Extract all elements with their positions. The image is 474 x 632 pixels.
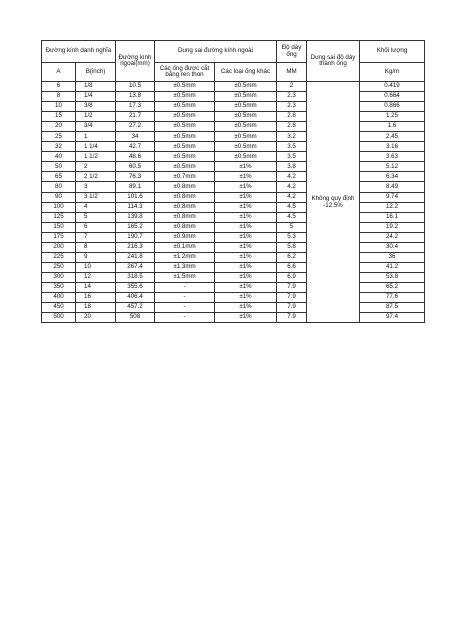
cell-b-inch: 12	[76, 272, 116, 282]
cell-outer-diameter: 190.7	[116, 232, 155, 242]
table-row	[42, 252, 425, 262]
cell-tol-threaded: ±1.2mm	[155, 252, 215, 262]
cell-tol-other: ±0.5mm	[215, 112, 277, 122]
cell-weight: 1.6	[360, 122, 425, 132]
cell-a: 6	[42, 82, 76, 92]
cell-b-inch: 7	[76, 232, 116, 242]
cell-tol-threaded: -	[155, 282, 215, 292]
cell-outer-diameter: 10.5	[116, 82, 155, 92]
header-wall-thickness: Độ dày ống	[277, 41, 307, 63]
cell-tol-other: ±1%	[215, 172, 277, 182]
cell-wall-thickness: 2.8	[277, 112, 307, 122]
cell-wall-thickness: 2.3	[277, 102, 307, 112]
cell-outer-diameter: 89.1	[116, 182, 155, 192]
cell-outer-diameter: 76.3	[116, 172, 155, 182]
cell-a: 50	[42, 162, 76, 172]
cell-tol-threaded: ±0.7mm	[155, 172, 215, 182]
cell-a: 20	[42, 122, 76, 132]
cell-weight: 0.866	[360, 102, 425, 112]
table-row	[42, 262, 425, 272]
cell-wall-thickness: 7.9	[277, 282, 307, 292]
cell-tol-other: ±1%	[215, 242, 277, 252]
cell-wall-thickness: 6.9	[277, 272, 307, 282]
cell-tol-other: ±1%	[215, 202, 277, 212]
cell-weight: 77.6	[360, 292, 425, 302]
cell-weight: 12.2	[360, 202, 425, 212]
cell-tol-threaded: ±0.8mm	[155, 202, 215, 212]
table-row	[42, 232, 425, 242]
cell-weight: 16.1	[360, 212, 425, 222]
table-row	[42, 202, 425, 212]
table-row	[42, 272, 425, 282]
cell-b-inch: 20	[76, 313, 116, 323]
cell-tol-threaded: ±0.5mm	[155, 122, 215, 132]
cell-b-inch: 1 1/2	[76, 152, 116, 162]
header-weight-unit: Kg/m	[360, 63, 425, 82]
cell-a: 300	[42, 272, 76, 282]
cell-tol-other: ±1%	[215, 182, 277, 192]
table-row	[42, 92, 425, 102]
cell-wall-thickness: 4.2	[277, 182, 307, 192]
cell-tol-threaded: ±1.3mm	[155, 262, 215, 272]
cell-b-inch: 8	[76, 242, 116, 252]
cell-tol-threaded: ±0.5mm	[155, 102, 215, 112]
cell-tol-threaded: ±0.5mm	[155, 152, 215, 162]
cell-tol-threaded: ±0.5mm	[155, 142, 215, 152]
cell-tol-other: ±1%	[215, 292, 277, 302]
cell-wall-thickness: 3.8	[277, 162, 307, 172]
cell-outer-diameter: 139.8	[116, 212, 155, 222]
cell-weight: 3.63	[360, 152, 425, 162]
table-row	[42, 192, 425, 202]
cell-wall-thickness: 4.5	[277, 212, 307, 222]
cell-tol-other: ±1%	[215, 262, 277, 272]
cell-b-inch: 4	[76, 202, 116, 212]
cell-weight: 0.664	[360, 92, 425, 102]
cell-b-inch: 6	[76, 222, 116, 232]
cell-weight: 65.2	[360, 282, 425, 292]
cell-weight: 2.45	[360, 132, 425, 142]
cell-a: 175	[42, 232, 76, 242]
cell-tol-threaded: ±0.5mm	[155, 82, 215, 92]
cell-tol-other: ±1%	[215, 272, 277, 282]
table-row	[42, 102, 425, 112]
cell-b-inch: 2	[76, 162, 116, 172]
cell-weight: 19.2	[360, 222, 425, 232]
cell-b-inch: 1/8	[76, 82, 116, 92]
table-row	[42, 313, 425, 323]
cell-a: 225	[42, 252, 76, 262]
cell-a: 90	[42, 192, 76, 202]
cell-weight: 8.49	[360, 182, 425, 192]
cell-outer-diameter: 48.6	[116, 152, 155, 162]
cell-b-inch: 14	[76, 282, 116, 292]
cell-a: 15	[42, 112, 76, 122]
cell-wall-thickness: 7.9	[277, 313, 307, 323]
cell-b-inch: 1/4	[76, 92, 116, 102]
cell-outer-diameter: 241.8	[116, 252, 155, 262]
cell-tol-other: ±0.5mm	[215, 122, 277, 132]
cell-outer-diameter: 42.7	[116, 142, 155, 152]
cell-outer-diameter: 318.5	[116, 272, 155, 282]
cell-wall-thickness: 4.5	[277, 202, 307, 212]
cell-tol-other: ±0.5mm	[215, 152, 277, 162]
cell-weight: 3.16	[360, 142, 425, 152]
cell-b-inch: 3	[76, 182, 116, 192]
cell-b-inch: 1	[76, 132, 116, 142]
table-row	[42, 112, 425, 122]
cell-weight: 36	[360, 252, 425, 262]
cell-outer-diameter: 114.3	[116, 202, 155, 212]
cell-wall-thickness: 2.3	[277, 92, 307, 102]
cell-tol-threaded: ±0.5mm	[155, 92, 215, 102]
cell-outer-diameter: 60.5	[116, 162, 155, 172]
cell-wall-thickness: 3.5	[277, 152, 307, 162]
table-row	[42, 282, 425, 292]
cell-wall-thickness: 2	[277, 82, 307, 92]
cell-tol-other: ±1%	[215, 313, 277, 323]
table-row	[42, 212, 425, 222]
cell-tol-threaded: -	[155, 303, 215, 313]
cell-outer-diameter: 406.4	[116, 292, 155, 302]
cell-b-inch: 1/2	[76, 112, 116, 122]
cell-tol-threaded: ±0.8mm	[155, 222, 215, 232]
cell-a: 100	[42, 202, 76, 212]
cell-outer-diameter: 267.4	[116, 262, 155, 272]
cell-wall-thickness: 5.8	[277, 242, 307, 252]
cell-tol-other: ±1%	[215, 162, 277, 172]
header-weight: Khối lượng	[360, 41, 425, 63]
cell-outer-diameter: 216.3	[116, 242, 155, 252]
table-row	[42, 172, 425, 182]
cell-tol-threaded: -	[155, 313, 215, 323]
cell-tol-other: ±1%	[215, 303, 277, 313]
cell-b-inch: 2 1/2	[76, 172, 116, 182]
cell-tol-threaded: ±1.5mm	[155, 272, 215, 282]
cell-a: 40	[42, 152, 76, 162]
cell-b-inch: 1 1/4	[76, 142, 116, 152]
header-outer-diameter: Đường kính ngoài(mm)	[116, 41, 155, 82]
cell-wall-thickness: 4.2	[277, 192, 307, 202]
cell-outer-diameter: 21.7	[116, 112, 155, 122]
cell-outer-diameter: 101.6	[116, 192, 155, 202]
cell-outer-diameter: 27.2	[116, 122, 155, 132]
cell-a: 200	[42, 242, 76, 252]
cell-wall-thickness: 6.6	[277, 262, 307, 272]
table-row	[42, 292, 425, 302]
table-row	[42, 242, 425, 252]
cell-wall-thickness: 3.2	[277, 132, 307, 142]
cell-tol-threaded: ±0.1mm	[155, 242, 215, 252]
cell-tol-other: ±0.5mm	[215, 142, 277, 152]
cell-tol-threaded: ±0.8mm	[155, 212, 215, 222]
table-row	[42, 222, 425, 232]
cell-a: 450	[42, 303, 76, 313]
table-row	[42, 132, 425, 142]
table-row	[42, 142, 425, 152]
cell-a: 65	[42, 172, 76, 182]
cell-b-inch: 3/8	[76, 102, 116, 112]
table-row	[42, 152, 425, 162]
cell-outer-diameter: 17.3	[116, 102, 155, 112]
cell-weight: 6.34	[360, 172, 425, 182]
wall-tolerance-note: Không quy định -12.5%	[307, 82, 360, 323]
table-body	[42, 82, 425, 323]
cell-a: 150	[42, 222, 76, 232]
cell-tol-threaded: ±0.8mm	[155, 192, 215, 202]
cell-b-inch: 18	[76, 303, 116, 313]
table-row	[42, 82, 425, 92]
cell-b-inch: 16	[76, 292, 116, 302]
cell-wall-thickness: 6.2	[277, 252, 307, 262]
cell-weight: 97.4	[360, 313, 425, 323]
cell-wall-thickness: 3.5	[277, 142, 307, 152]
cell-a: 250	[42, 262, 76, 272]
cell-wall-thickness: 5.3	[277, 232, 307, 242]
header-tol-threaded: Các ống được cắt bằng ren thon	[155, 63, 215, 82]
cell-a: 80	[42, 182, 76, 192]
cell-wall-thickness: 2.8	[277, 122, 307, 132]
cell-b-inch: 5	[76, 212, 116, 222]
document-page	[41, 40, 424, 323]
cell-tol-other: ±1%	[215, 252, 277, 262]
cell-weight: 1.25	[360, 112, 425, 122]
header-wall-unit: MM	[277, 63, 307, 82]
cell-tol-other: ±1%	[215, 212, 277, 222]
header-col-b-inch: B(inch)	[76, 63, 116, 82]
cell-tol-threaded: -	[155, 292, 215, 302]
cell-weight: 87.5	[360, 303, 425, 313]
cell-tol-other: ±0.5mm	[215, 132, 277, 142]
cell-wall-thickness: 7.9	[277, 292, 307, 302]
cell-weight: 0.419	[360, 82, 425, 92]
cell-weight: 24.2	[360, 232, 425, 242]
cell-tol-threaded: ±0.9mm	[155, 232, 215, 242]
cell-weight: 41.2	[360, 262, 425, 272]
cell-a: 8	[42, 92, 76, 102]
pipe-spec-table	[41, 40, 425, 323]
cell-b-inch: 3/4	[76, 122, 116, 132]
cell-outer-diameter: 34	[116, 132, 155, 142]
cell-tol-other: ±1%	[215, 232, 277, 242]
cell-tol-other: ±1%	[215, 222, 277, 232]
cell-a: 25	[42, 132, 76, 142]
cell-wall-thickness: 5	[277, 222, 307, 232]
cell-weight: 53.8	[360, 272, 425, 282]
cell-outer-diameter: 355.6	[116, 282, 155, 292]
cell-wall-thickness: 7.9	[277, 303, 307, 313]
cell-outer-diameter: 508	[116, 313, 155, 323]
cell-tol-other: ±1%	[215, 192, 277, 202]
cell-tol-threaded: ±0.5mm	[155, 132, 215, 142]
header-od-tolerance: Dung sai đường kính ngoài	[155, 41, 277, 63]
cell-tol-threaded: ±0.8mm	[155, 182, 215, 192]
cell-a: 32	[42, 142, 76, 152]
cell-a: 500	[42, 313, 76, 323]
cell-b-inch: 10	[76, 262, 116, 272]
cell-a: 10	[42, 102, 76, 112]
table-row	[42, 162, 425, 172]
cell-tol-threaded: ±0.5mm	[155, 112, 215, 122]
cell-b-inch: 9	[76, 252, 116, 262]
cell-a: 400	[42, 292, 76, 302]
cell-outer-diameter: 457.2	[116, 303, 155, 313]
cell-b-inch: 3 1/2	[76, 192, 116, 202]
header-tol-other: Các loại ống khác	[215, 63, 277, 82]
cell-weight: 30.4	[360, 242, 425, 252]
header-nominal-diameter: Đường kính danh nghĩa	[42, 41, 116, 63]
table-row	[42, 303, 425, 313]
cell-weight: 9.74	[360, 192, 425, 202]
cell-a: 125	[42, 212, 76, 222]
cell-outer-diameter: 13.8	[116, 92, 155, 102]
cell-tol-other: ±0.5mm	[215, 92, 277, 102]
cell-tol-other: ±0.5mm	[215, 82, 277, 92]
cell-tol-other: ±0.5mm	[215, 102, 277, 112]
cell-weight: 5.12	[360, 162, 425, 172]
cell-a: 350	[42, 282, 76, 292]
cell-tol-threaded: ±0.5mm	[155, 162, 215, 172]
table-row	[42, 122, 425, 132]
cell-wall-thickness: 4.2	[277, 172, 307, 182]
header-wall-tolerance: Dung sai độ dày thành ống	[307, 41, 360, 82]
table-row	[42, 182, 425, 192]
header-col-a: A	[42, 63, 76, 82]
cell-tol-other: ±1%	[215, 282, 277, 292]
cell-outer-diameter: 165.2	[116, 222, 155, 232]
